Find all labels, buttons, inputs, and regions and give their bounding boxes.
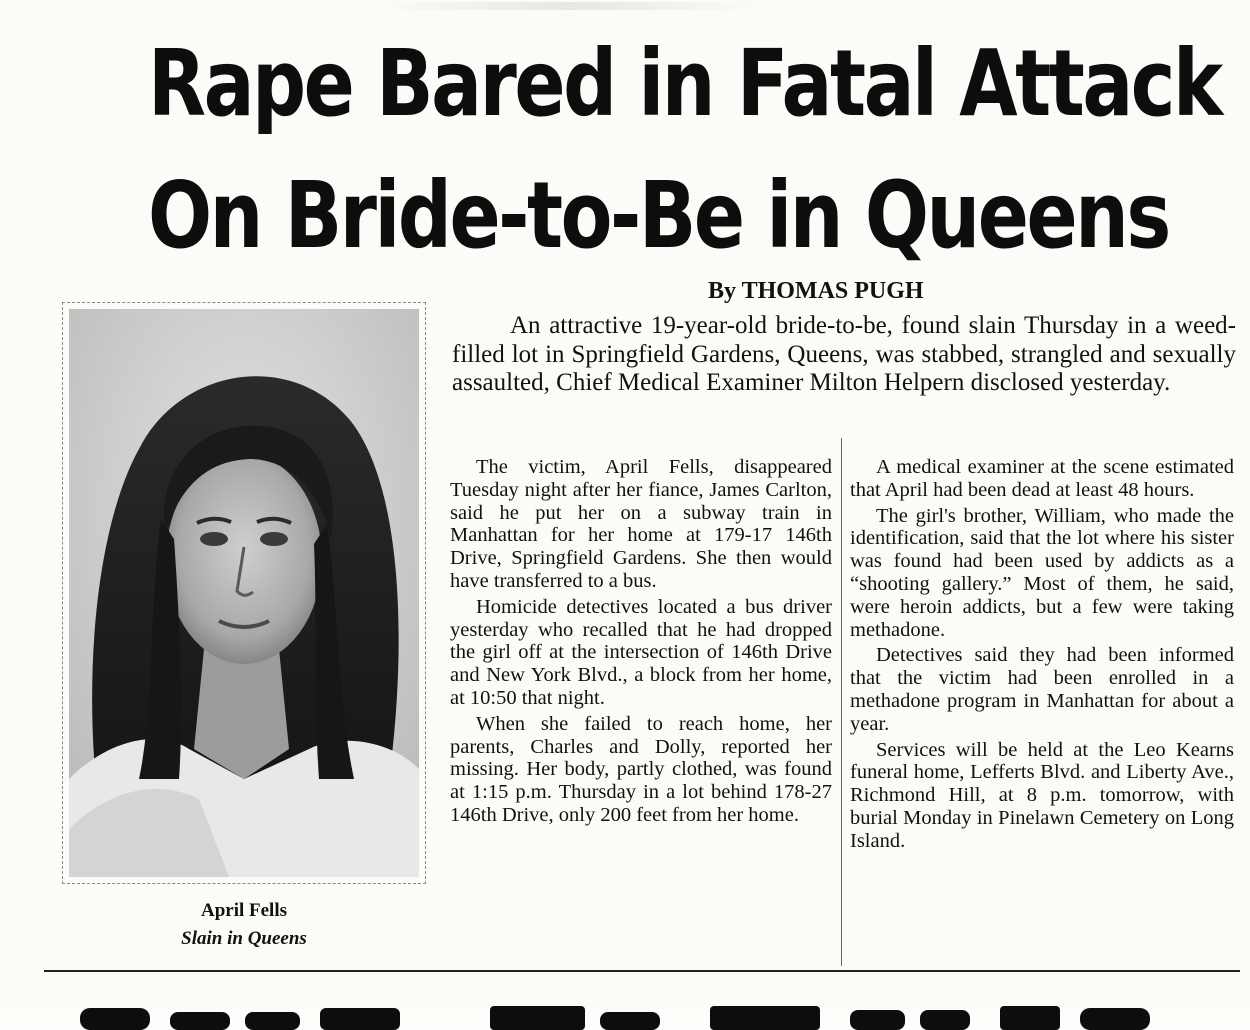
photo-caption-name: April Fells	[200, 900, 288, 921]
article-lead-paragraph: An attractive 19-year-old bride-to-be, found slain Thursday in a weed-filled lot in Springfield Gardens, Queens, was stabbed, strangled and sexually assaulted, Chief Medical Examiner Milton Helpern disclosed yesterday.	[452, 312, 1236, 396]
article-column-right	[850, 456, 1234, 856]
article-column-left	[450, 456, 832, 830]
left-paragraph-1: The victim, April Fells, disappeared Tuesday night after her fiance, James Carlton, said he put her on a subway train in Manhattan for her home at 179-17 146th Drive, Springfield Gardens. She then would have transferred to a bus.	[450, 456, 832, 592]
right-paragraph-3: Detectives said they had been informed that the victim had been enrolled in a methadone program in Manhattan for about a year.	[850, 644, 1234, 735]
right-paragraph-2: The girl's brother, William, who made the identification, said that the lot where his sister was found had been used by addicts as a “shooting gallery.” Most of them, he said, were heroin addicts, but a few were taking methadone.	[850, 504, 1234, 641]
headline-line-2: On Bride-to-Be in Queens	[148, 162, 1169, 269]
headline-line-1: Rape Bared in Fatal Attack	[148, 30, 1221, 137]
masthead-bleed	[380, 2, 760, 10]
right-paragraph-4: Services will be held at the Leo Kearns funeral home, Lefferts Blvd. and Liberty Ave., Richmond Hill, at 8 p.m. tomorrow, with burial Monday in Pinelawn Cemetery on Long Island.	[850, 738, 1234, 852]
bottom-rule	[44, 970, 1240, 972]
photo-frame	[62, 302, 426, 884]
left-paragraph-3: When she failed to reach home, her parents, Charles and Dolly, reported her missing. Her body, partly clothed, was found at 1:15 p.m. Thursday in a lot behind 178-27 146th Drive, only 200 feet from her home.	[450, 712, 832, 826]
photo-caption-subtitle: Slain in Queens	[181, 928, 307, 949]
left-paragraph-2: Homicide detectives located a bus driver yesterday who recalled that he had dropped the girl off at the intersection of 146th Drive and New York Blvd., a block from her home, at 10:50 that night.	[450, 595, 832, 709]
next-article-headline-cropped	[70, 990, 1170, 1030]
column-divider	[841, 438, 842, 966]
right-paragraph-1: A medical examiner at the scene estimated that April had been dead at least 48 hours.	[850, 456, 1234, 501]
portrait-photo	[69, 309, 419, 877]
byline: By THOMAS PUGH	[708, 278, 924, 304]
portrait-image	[69, 309, 419, 877]
